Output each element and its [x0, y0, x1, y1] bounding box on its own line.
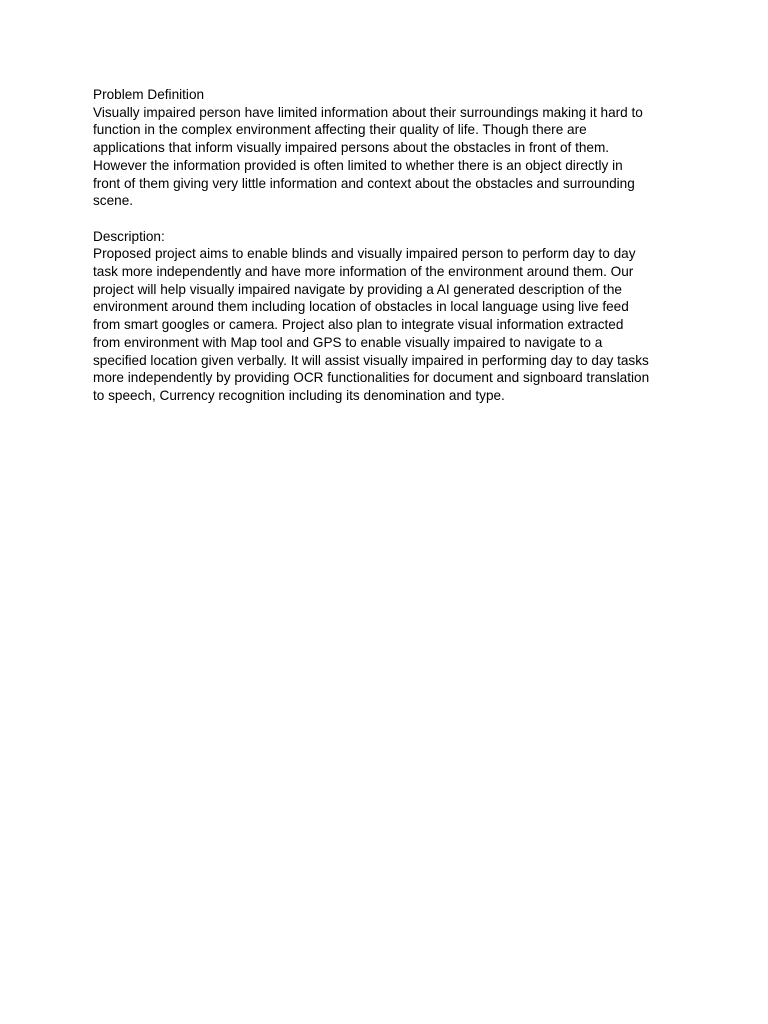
description-body: Proposed project aims to enable blinds and visually impaired person to perform day to day task more independently and have more information of the environment around them. Our project will help visually impaired navigate by providing a AI generated description of the environment around them including location of obstacles in local language using live feed from smart googles or camera. Project also plan to integrate visual information extracted from environment with Map tool and GPS to enable visually impaired to navigate to a specified location given verbally. It will assist visually impaired in performing day to day tasks more independently by providing OCR functionalities for document and signboard translation to speech, Currency recognition including its denomination and type.	[93, 246, 650, 403]
problem-definition-heading: Problem Definition	[93, 87, 205, 102]
document-content	[93, 86, 683, 405]
section-spacer	[93, 210, 683, 228]
description-heading: Description:	[93, 228, 165, 244]
problem-definition-body: Visually impaired person have limited information about their surroundings making it hard to function in the complex environment affecting their quality of life. Though there are applications that inform visually impaired persons about the obstacles in front of them. However the information provided is often limited to whether there is an object directly in front of them giving very little information and context about the obstacles and surrounding scene.	[93, 104, 643, 209]
problem-definition-section	[93, 86, 683, 210]
description-section	[93, 228, 683, 405]
